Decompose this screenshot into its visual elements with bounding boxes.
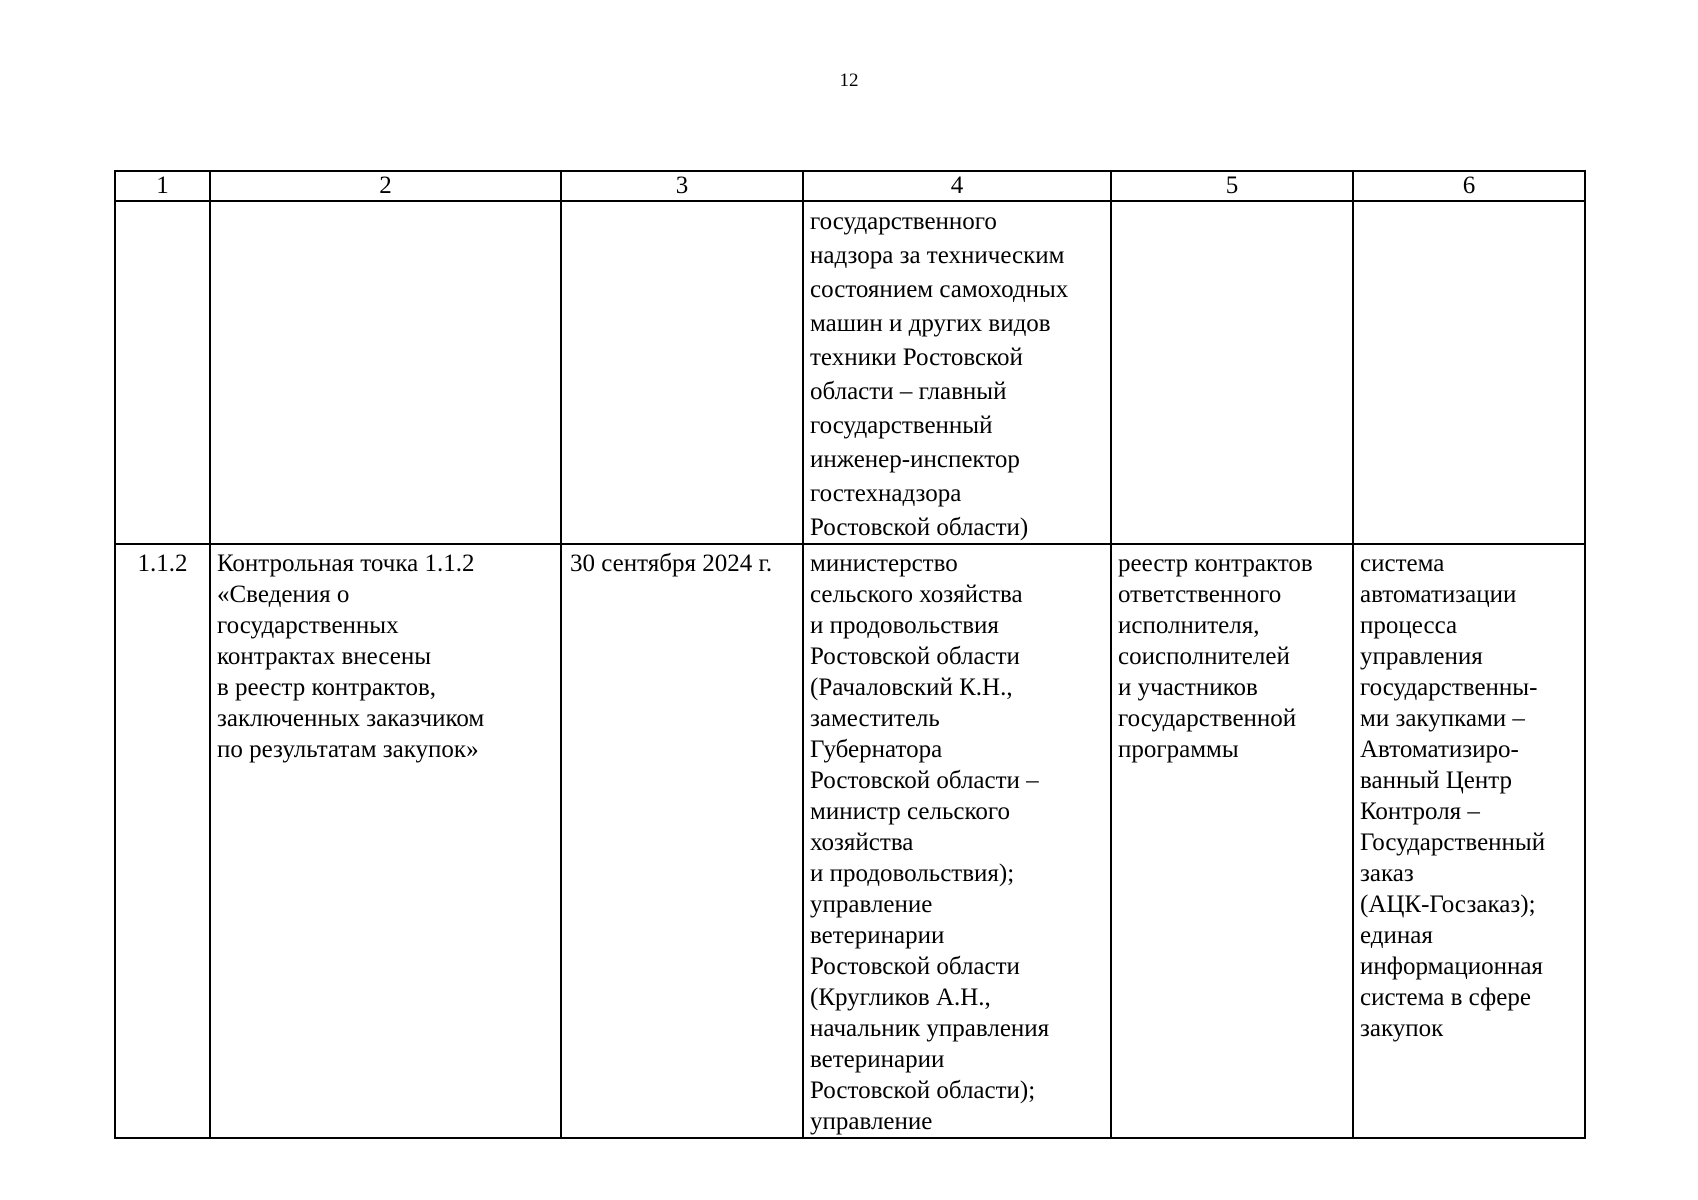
cell-line: Ростовской области bbox=[810, 643, 1020, 670]
cell-line: Ростовской области) bbox=[810, 514, 1029, 541]
cell-line: информационная bbox=[1360, 953, 1543, 980]
cell-line: Ростовской области bbox=[810, 953, 1020, 980]
row1-document-cell bbox=[1111, 201, 1353, 544]
cell-line: реестр контрактов bbox=[1118, 550, 1313, 577]
cell-line: гостехнадзора bbox=[810, 480, 962, 507]
cell-line: надзора за техническим bbox=[810, 242, 1065, 269]
table-row bbox=[115, 544, 1585, 1138]
cell-line: заключенных заказчиком bbox=[217, 705, 485, 732]
cell-line: и участников bbox=[1118, 674, 1258, 701]
cell-line: в реестр контрактов, bbox=[217, 674, 436, 701]
row1-date-cell bbox=[561, 201, 803, 544]
cell-line: ми закупками – bbox=[1360, 705, 1525, 732]
row2-system-cell bbox=[1353, 544, 1585, 1138]
cell-line: управление bbox=[810, 891, 933, 918]
cell-line: техники Ростовской bbox=[810, 344, 1023, 371]
column-header-5: 5 bbox=[1111, 171, 1353, 201]
cell-line: управления bbox=[1360, 643, 1483, 670]
cell-line: хозяйства bbox=[810, 829, 914, 856]
cell-line: и продовольствия); bbox=[810, 860, 1015, 887]
cell-line: ветеринарии bbox=[810, 922, 945, 949]
cell-line: единая bbox=[1360, 922, 1433, 949]
cell-line: области – главный bbox=[810, 378, 1007, 405]
column-header-1: 1 bbox=[115, 171, 210, 201]
cell-line: «Сведения о bbox=[217, 581, 350, 608]
cell-line: Автоматизиро- bbox=[1360, 736, 1519, 763]
cell-line: закупок bbox=[1360, 1015, 1444, 1042]
cell-line: и продовольствия bbox=[810, 612, 999, 639]
row1-number-cell bbox=[115, 201, 210, 544]
row1-name-cell bbox=[210, 201, 561, 544]
column-header-4: 4 bbox=[803, 171, 1111, 201]
cell-line: заместитель bbox=[810, 705, 940, 732]
row2-name-cell bbox=[210, 544, 561, 1138]
cell-line: ветеринарии bbox=[810, 1046, 945, 1073]
table-header-row bbox=[115, 171, 1585, 201]
cell-line: (Кругликов А.Н., bbox=[810, 984, 991, 1011]
cell-line: заказ bbox=[1360, 860, 1414, 887]
cell-line: сельского хозяйства bbox=[810, 581, 1023, 608]
cell-line: государственной bbox=[1118, 705, 1297, 732]
cell-line: ответственного bbox=[1118, 581, 1282, 608]
row2-document-cell bbox=[1111, 544, 1353, 1138]
cell-line: государственный bbox=[810, 412, 993, 439]
cell-line: Ростовской области – bbox=[810, 767, 1039, 794]
cell-line: государственны- bbox=[1360, 674, 1538, 701]
cell-line: (АЦК-Госзаказ); bbox=[1360, 891, 1536, 918]
cell-line: Ростовской области); bbox=[810, 1077, 1036, 1104]
row2-number-cell: 1.1.2 bbox=[115, 544, 210, 1138]
column-header-6: 6 bbox=[1353, 171, 1585, 201]
page-number: 12 bbox=[839, 70, 859, 91]
cell-line: министерство bbox=[810, 550, 958, 577]
cell-line: государственных bbox=[217, 612, 399, 639]
row2-responsible-cell bbox=[803, 544, 1111, 1138]
column-header-3: 3 bbox=[561, 171, 803, 201]
cell-line: министр сельского bbox=[810, 798, 1011, 825]
cell-line: управление bbox=[810, 1108, 933, 1135]
cell-line: Контроля – bbox=[1360, 798, 1480, 825]
cell-line: инженер-инспектор bbox=[810, 446, 1020, 473]
document-table bbox=[114, 170, 1586, 1139]
cell-line: программы bbox=[1118, 736, 1239, 763]
cell-line: соисполнителей bbox=[1118, 643, 1290, 670]
cell-line: Государственный bbox=[1360, 829, 1546, 856]
row2-date-cell: 30 сентября 2024 г. bbox=[561, 544, 803, 1138]
cell-line: машин и других видов bbox=[810, 310, 1051, 337]
cell-line: контрактах внесены bbox=[217, 643, 432, 670]
cell-line: Губернатора bbox=[810, 736, 943, 763]
cell-line: Контрольная точка 1.1.2 bbox=[217, 550, 475, 577]
cell-line: состоянием самоходных bbox=[810, 276, 1069, 303]
cell-line: государственного bbox=[810, 208, 997, 235]
cell-line: исполнителя, bbox=[1118, 612, 1260, 639]
cell-line: система bbox=[1360, 550, 1445, 577]
row1-responsible-cell bbox=[803, 201, 1111, 544]
cell-line: автоматизации bbox=[1360, 581, 1517, 608]
cell-line: (Рачаловский К.Н., bbox=[810, 674, 1013, 701]
table-row bbox=[115, 201, 1585, 544]
cell-line: по результатам закупок» bbox=[217, 736, 479, 763]
cell-line: процесса bbox=[1360, 612, 1458, 639]
cell-line: система в сфере bbox=[1360, 984, 1531, 1011]
cell-line: начальник управления bbox=[810, 1015, 1050, 1042]
column-header-2: 2 bbox=[210, 171, 561, 201]
row1-system-cell bbox=[1353, 201, 1585, 544]
cell-line: ванный Центр bbox=[1360, 767, 1513, 794]
